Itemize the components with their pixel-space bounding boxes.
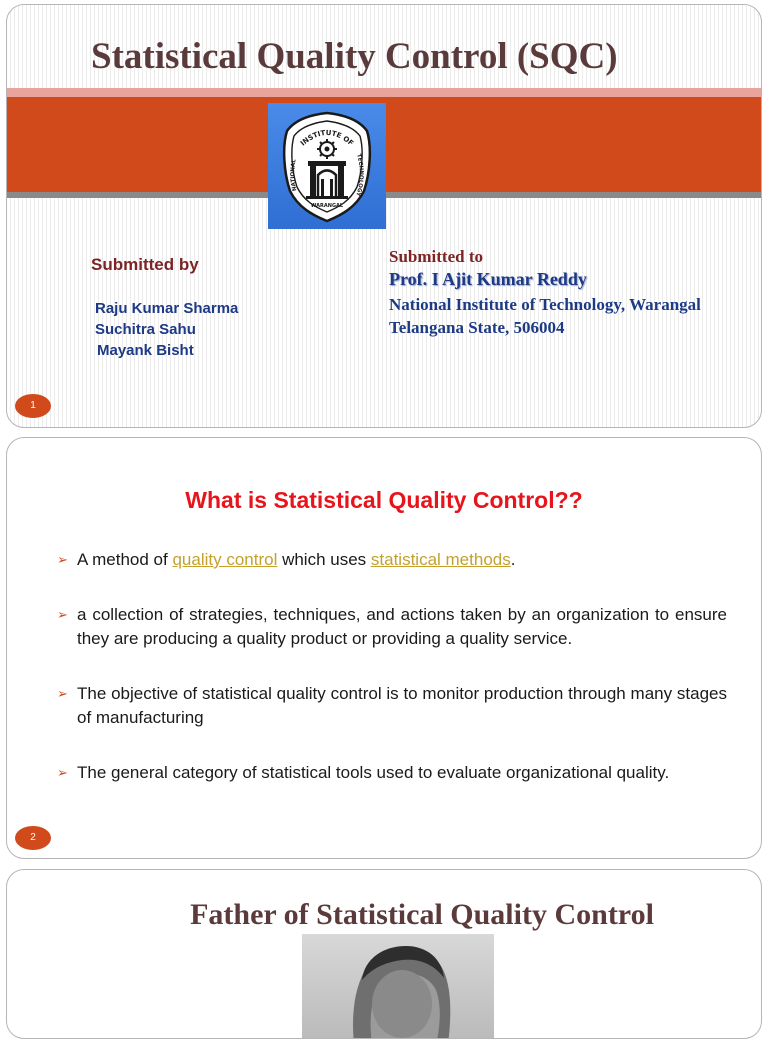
institute-address (389, 293, 701, 339)
arrow-bullet-icon: ➢ (57, 552, 68, 567)
submitted-to-label: Submitted to (389, 247, 483, 266)
slide-title: Father of Statistical Quality Control (190, 898, 654, 931)
bullet-text-part: A method of (77, 550, 173, 569)
bullet-text (77, 550, 515, 569)
institute-logo (268, 103, 386, 229)
slide-3 (6, 869, 762, 1039)
arrow-bullet-icon: ➢ (57, 765, 68, 780)
statistical-methods-link[interactable]: statistical methods (370, 550, 511, 569)
submitted-by-label: Submitted by (91, 255, 199, 274)
bullet-text-part: . (510, 550, 516, 569)
bullet-item (57, 548, 727, 572)
nit-warangal-emblem-icon (268, 103, 386, 229)
slide-1 (6, 4, 762, 428)
page-number-badge: 2 (15, 826, 51, 850)
header-band-light (7, 88, 761, 97)
bullet-text: The objective of statistical quality control is to monitor production through many stages of manufacturing (77, 684, 727, 727)
slide-title: What is Statistical Quality Control?? (185, 487, 583, 513)
svg-text:WARANGAL: WARANGAL (310, 203, 344, 209)
bullet-text: a collection of strategies, techniques, and actions taken by an organization to ensure they are producing a quality product or providing a quality service. (77, 605, 727, 648)
quality-control-link[interactable]: quality control (172, 550, 278, 569)
svg-text:NATIONAL: NATIONAL (290, 158, 299, 192)
slide-title: Statistical Quality Control (SQC) (91, 36, 618, 77)
bullet-item (57, 603, 727, 651)
arrow-bullet-icon: ➢ (57, 686, 68, 701)
arrow-bullet-icon: ➢ (57, 607, 68, 622)
professor-name: Prof. I Ajit Kumar Reddy (389, 269, 587, 289)
institute-name: National Institute of Technology, Warangal (389, 295, 701, 314)
bullet-list (57, 548, 727, 816)
institute-location: Telangana State, 506004 (389, 318, 565, 337)
page-number-badge: 1 (15, 394, 51, 418)
author-name: Mayank Bisht (97, 342, 194, 359)
bullet-text: The general category of statistical tools used to evaluate organizational quality. (77, 763, 670, 782)
bullet-item (57, 682, 727, 730)
portrait-photo-icon (302, 934, 494, 1039)
slide-2 (6, 437, 762, 859)
svg-text:TECHNOLOGY: TECHNOLOGY (354, 153, 364, 197)
bullet-text-part: which uses (277, 550, 371, 569)
author-name: Suchitra Sahu (95, 321, 196, 338)
author-name: Raju Kumar Sharma (95, 300, 239, 317)
portrait-photo (302, 934, 494, 1039)
author-list (95, 298, 238, 361)
svg-text:INSTITUTE OF: INSTITUTE OF (299, 128, 355, 148)
bullet-item (57, 761, 727, 785)
